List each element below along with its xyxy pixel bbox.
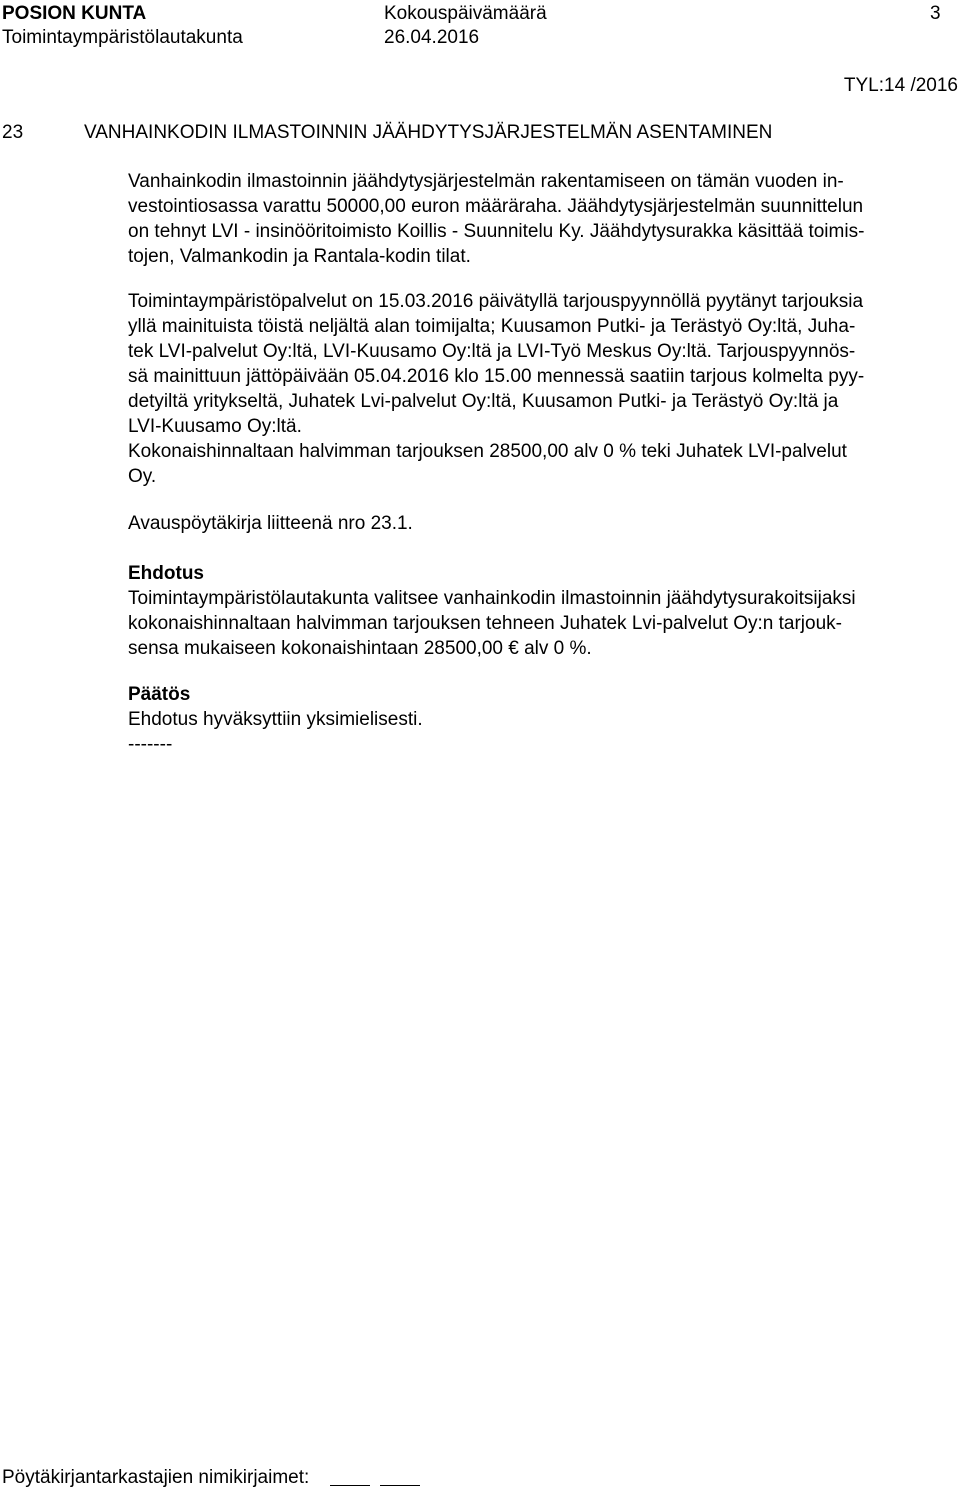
text-line: Vanhainkodin ilmastoinnin jäähdytysjärjestelmän rakentamiseen on tämän vuoden in- [128,171,844,192]
footer-initials-label: Pöytäkirjantarkastajien nimikirjaimet: [2,1467,310,1488]
text-line: vestointiosassa varattu 50000,00 euron määräraha. Jäähdytysjärjestelmän suunnittelun [128,196,864,217]
text-line: detyiltä yritykseltä, Juhatek Lvi-palvelut Oy:ltä, Kuusamon Putki- ja Terästyö Oy:ltä ja [128,391,839,412]
text-line: LVI-Kuusamo Oy:ltä. [128,416,302,437]
text-line: Oy. [128,466,157,487]
text-line: Toimintaympäristölautakunta valitsee vanhainkodin ilmastoinnin jäähdytysurakoitsijaksi [128,588,856,609]
text-line: tojen, Valmankodin ja Rantala-kodin tilat. [128,246,471,267]
text-line: Avauspöytäkirja liitteenä nro 23.1. [128,513,413,534]
proposal-heading: Ehdotus [128,563,204,584]
page-number: 3 [930,3,941,24]
text-line: on tehnyt LVI - insinööritoimisto Koillis - Suunnitelu Ky. Jäähdytysurakka käsittää toimis- [128,221,865,242]
text-line: sensa mukaiseen kokonaishintaan 28500,00 € alv 0 %. [128,638,592,659]
text-line: sä mainittuun jättöpäivään 05.04.2016 klo 15.00 mennessä saatiin tarjous kolmelta pyy- [128,366,865,387]
decision-heading: Päätös [128,684,191,705]
text-line: kokonaishinnaltaan halvimman tarjouksen tehneen Juhatek Lvi-palvelut Oy:n tarjouk- [128,613,842,634]
separator: ------- [128,734,173,755]
text-line: tek LVI-palvelut Oy:ltä, LVI-Kuusamo Oy:ltä ja LVI-Työ Meskus Oy:ltä. Tarjouspyynnös- [128,341,856,362]
text-line: Kokonaishinnaltaan halvimman tarjouksen 28500,00 alv 0 % teki Juhatek LVI-palvelut [128,441,847,462]
organization-name: POSION KUNTA [2,3,147,24]
paragraph-attachment [128,511,958,536]
initials-line [330,1485,370,1486]
paragraph-tender [128,289,958,489]
text-line: Toimintaympäristöpalvelut on 15.03.2016 päivätyllä tarjouspyynnöllä pyytänyt tarjouksia [128,291,864,312]
text-line: yllä mainituista töistä neljältä alan toimijalta; Kuusamon Putki- ja Terästyö Oy:ltä, Juha- [128,316,856,337]
date-label: Kokouspäivämäärä [384,3,547,24]
committee-name: Toimintaympäristölautakunta [2,27,243,48]
initials-line [380,1485,420,1486]
proposal-section [128,561,958,661]
meeting-date: 26.04.2016 [384,27,480,48]
decision-text: Ehdotus hyväksyttiin yksimielisesti. [128,709,423,730]
decision-section [128,682,958,757]
section-title: VANHAINKODIN ILMASTOINNIN JÄÄHDYTYSJÄRJESTELMÄN ASENTAMINEN [84,122,773,143]
paragraph-background [128,169,958,269]
reference-number: TYL:14 /2016 [843,75,958,96]
section-number: 23 [2,122,24,143]
